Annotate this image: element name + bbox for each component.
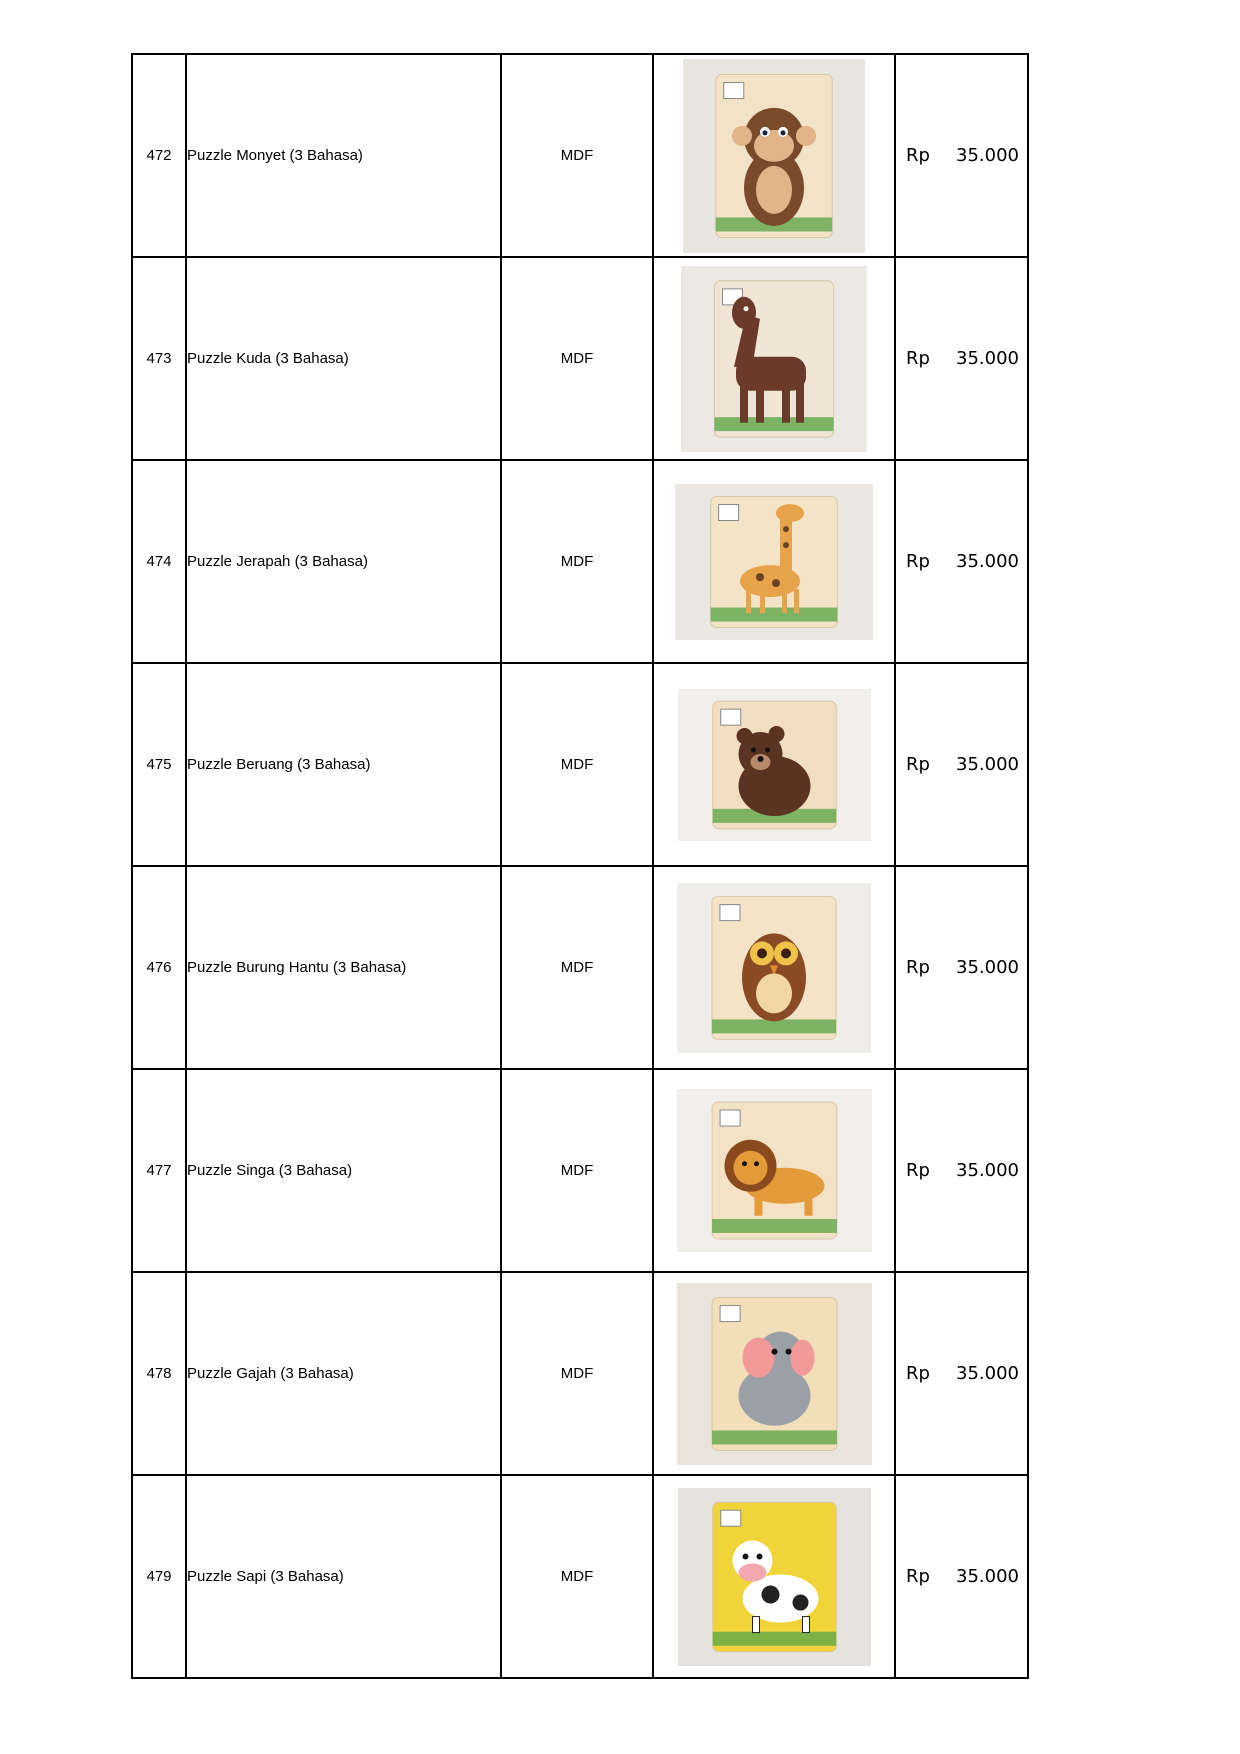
item-number: 475 [132, 663, 186, 866]
product-name: Puzzle Singa (3 Bahasa) [186, 1069, 501, 1272]
item-number: 474 [132, 460, 186, 663]
item-number: 478 [132, 1272, 186, 1475]
product-name: Puzzle Gajah (3 Bahasa) [186, 1272, 501, 1475]
product-photo [677, 1089, 872, 1252]
price-value: 35.000 [956, 551, 1019, 572]
product-image-cell [653, 257, 895, 460]
table-row [132, 1475, 1028, 1678]
product-image-cell [653, 1272, 895, 1475]
puzzle-photo-graphic [675, 484, 873, 640]
item-number: 477 [132, 1069, 186, 1272]
product-name: Puzzle Beruang (3 Bahasa) [186, 663, 501, 866]
table-row [132, 663, 1028, 866]
product-price-cell [895, 460, 1028, 663]
product-price-cell [895, 257, 1028, 460]
table-row [132, 866, 1028, 1069]
product-price-cell [895, 1272, 1028, 1475]
product-price-cell [895, 54, 1028, 257]
product-image-cell [653, 1069, 895, 1272]
product-name: Puzzle Sapi (3 Bahasa) [186, 1475, 501, 1678]
product-material: MDF [501, 257, 653, 460]
price-value: 35.000 [956, 145, 1019, 166]
puzzle-photo-graphic [677, 1283, 872, 1465]
price-currency: Rp [906, 957, 930, 978]
price-currency: Rp [906, 754, 930, 775]
product-image-cell [653, 54, 895, 257]
product-material: MDF [501, 663, 653, 866]
product-material: MDF [501, 460, 653, 663]
product-price-cell [895, 1069, 1028, 1272]
item-number: 476 [132, 866, 186, 1069]
puzzle-photo-graphic [681, 266, 867, 452]
puzzle-photo-graphic [677, 883, 871, 1053]
table-row [132, 1272, 1028, 1475]
puzzle-photo-graphic [677, 1089, 872, 1252]
price-currency: Rp [906, 145, 930, 166]
table-row [132, 460, 1028, 663]
price-currency: Rp [906, 1363, 930, 1384]
item-number: 479 [132, 1475, 186, 1678]
product-photo [678, 1488, 871, 1666]
product-name: Puzzle Jerapah (3 Bahasa) [186, 460, 501, 663]
price-value: 35.000 [956, 1160, 1019, 1181]
puzzle-photo-graphic [678, 1488, 871, 1666]
product-material: MDF [501, 1475, 653, 1678]
product-photo [683, 59, 865, 253]
table-row [132, 54, 1028, 257]
item-number: 472 [132, 54, 186, 257]
product-name: Puzzle Kuda (3 Bahasa) [186, 257, 501, 460]
product-image-cell [653, 663, 895, 866]
puzzle-photo-graphic [683, 59, 865, 253]
product-table [131, 53, 1029, 1679]
puzzle-photo-graphic [678, 689, 871, 841]
item-number: 473 [132, 257, 186, 460]
product-name: Puzzle Burung Hantu (3 Bahasa) [186, 866, 501, 1069]
product-image-cell [653, 460, 895, 663]
price-currency: Rp [906, 551, 930, 572]
product-image-cell [653, 1475, 895, 1678]
product-price-cell [895, 866, 1028, 1069]
price-currency: Rp [906, 348, 930, 369]
product-photo [677, 1283, 872, 1465]
table-row [132, 257, 1028, 460]
price-value: 35.000 [956, 1363, 1019, 1384]
product-name: Puzzle Monyet (3 Bahasa) [186, 54, 501, 257]
price-currency: Rp [906, 1566, 930, 1587]
product-photo [678, 689, 871, 841]
product-material: MDF [501, 54, 653, 257]
product-photo [677, 883, 871, 1053]
product-photo [681, 266, 867, 452]
price-value: 35.000 [956, 754, 1019, 775]
product-table-body [132, 54, 1028, 1678]
product-price-cell [895, 663, 1028, 866]
product-price-cell [895, 1475, 1028, 1678]
product-material: MDF [501, 866, 653, 1069]
product-material: MDF [501, 1069, 653, 1272]
price-value: 35.000 [956, 1566, 1019, 1587]
product-photo [675, 484, 873, 640]
price-value: 35.000 [956, 348, 1019, 369]
table-row [132, 1069, 1028, 1272]
price-currency: Rp [906, 1160, 930, 1181]
product-material: MDF [501, 1272, 653, 1475]
product-image-cell [653, 866, 895, 1069]
price-value: 35.000 [956, 957, 1019, 978]
